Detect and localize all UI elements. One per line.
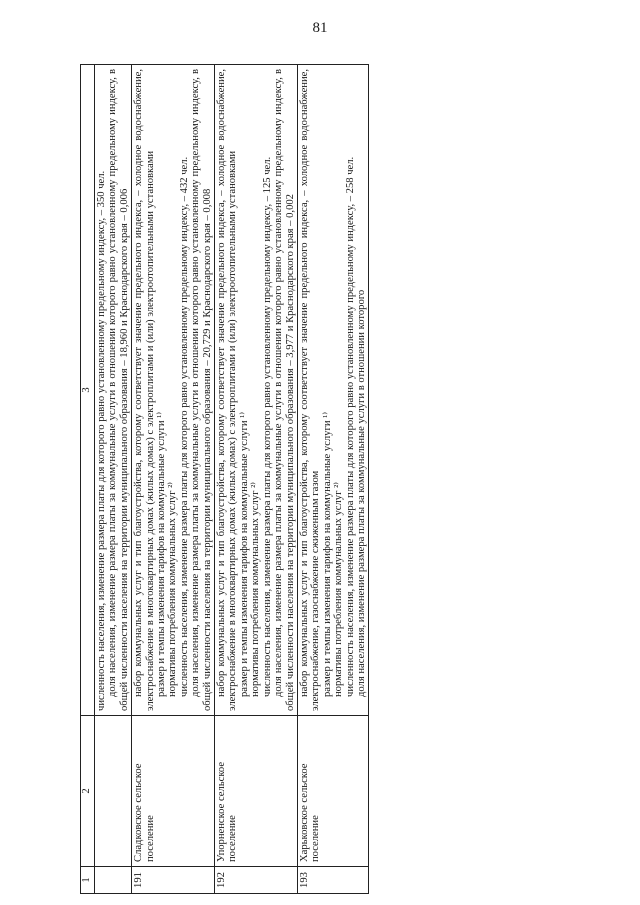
description-paragraph: набор коммунальных услуг и тип благоустройства, которому соответствует значение предельного индекса, – холодное водоснабжение, электроснабжение в многоквартирных домах (жилых домах) с электроплитами и (или) электроотопительными установками bbox=[216, 69, 239, 711]
table-header-row bbox=[81, 65, 95, 894]
table-row bbox=[215, 65, 298, 894]
settlement-name: Харьковское сельское поселение bbox=[297, 716, 368, 867]
description-paragraph: численность населения, изменение размера платы для которого равно установленному предельному индексу, – 432 чел. bbox=[178, 156, 190, 697]
header-col-2: 2 bbox=[81, 716, 95, 867]
description-paragraph: набор коммунальных услуг и тип благоустройства, которому соответствует значение предельного индекса, – холодное водоснабжение, электроснабжение в многоквартирных домах (жилых домах) с электроплитами и (или) электроотопительными установками bbox=[133, 69, 156, 711]
description-paragraph: доля населения, изменение размера платы за коммунальные услуги в отношении которого равно установленному предельному индексу, в общей численности населения на территории муниципального образования – 18,960 и Краснодарского края – 0,006 bbox=[107, 69, 130, 711]
row-number: 192 bbox=[215, 867, 298, 894]
rotated-table-wrapper bbox=[80, 64, 600, 894]
page-number: 81 bbox=[312, 20, 328, 36]
description-paragraph: размер и темпы изменения тарифов на коммунальные услуги ¹⁾ bbox=[238, 412, 250, 697]
description-paragraph: размер и темпы изменения тарифов на коммунальные услуги ¹⁾ bbox=[156, 412, 168, 697]
header-col-1: 1 bbox=[81, 867, 95, 894]
description-paragraph: нормативы потребления коммунальных услуг ²⁾ bbox=[250, 482, 262, 697]
table-body bbox=[95, 65, 369, 894]
description-paragraph: доля населения, изменение размера платы за коммунальные услуги в отношении которого равно установленному предельному индексу, в общей численности населения на территории муниципального образования – 20,729 и Краснодарского края – 0,008 bbox=[190, 69, 213, 711]
description-paragraph: размер и темпы изменения тарифов на коммунальные услуги ¹⁾ bbox=[321, 412, 333, 697]
header-col-3: 3 bbox=[81, 65, 95, 716]
table-row bbox=[297, 65, 368, 894]
row-number: 193 bbox=[297, 867, 368, 894]
description-paragraph: численность населения, изменение размера платы для которого равно установленному предельному индексу, – 125 чел. bbox=[261, 156, 273, 697]
description-paragraph: нормативы потребления коммунальных услуг ²⁾ bbox=[333, 482, 345, 697]
description-paragraph: нормативы потребления коммунальных услуг ²⁾ bbox=[167, 482, 179, 697]
description-paragraph: доля населения, изменение размера платы за коммунальные услуги в отношении которого равно установленному предельному индексу, в общей численности населения на территории муниципального образования – 3,977 и Краснодарского края – 0,002 bbox=[273, 69, 296, 711]
row-number: 191 bbox=[132, 867, 215, 894]
description-paragraph: численность населения, изменение размера платы для которого равно установленному предельному индексу, – 350 чел. bbox=[96, 170, 107, 711]
rotated-table-area bbox=[80, 64, 600, 894]
settlement-name: Сладковское сельское поселение bbox=[132, 716, 215, 867]
description-paragraph: численность населения, изменение размера платы для которого равно установленному предельному индексу, – 258 чел. bbox=[344, 156, 356, 697]
settlement-description bbox=[297, 65, 368, 716]
row-number bbox=[95, 867, 132, 894]
tariff-table bbox=[80, 64, 369, 894]
table-row bbox=[95, 65, 132, 894]
table-row bbox=[132, 65, 215, 894]
description-paragraph: доля населения, изменение размера платы за коммунальные услуги в отношении которого bbox=[355, 289, 367, 697]
settlement-name: Упорненское сельское поселение bbox=[215, 716, 298, 867]
settlement-description bbox=[215, 65, 298, 716]
settlement-description bbox=[95, 65, 132, 716]
settlement-description bbox=[132, 65, 215, 716]
settlement-name bbox=[95, 716, 132, 867]
description-paragraph: набор коммунальных услуг и тип благоустройства, которому соответствует значение предельного индекса, – холодное водоснабжение, электроснабжение, газоснабжение сжиженным газом bbox=[298, 69, 322, 711]
